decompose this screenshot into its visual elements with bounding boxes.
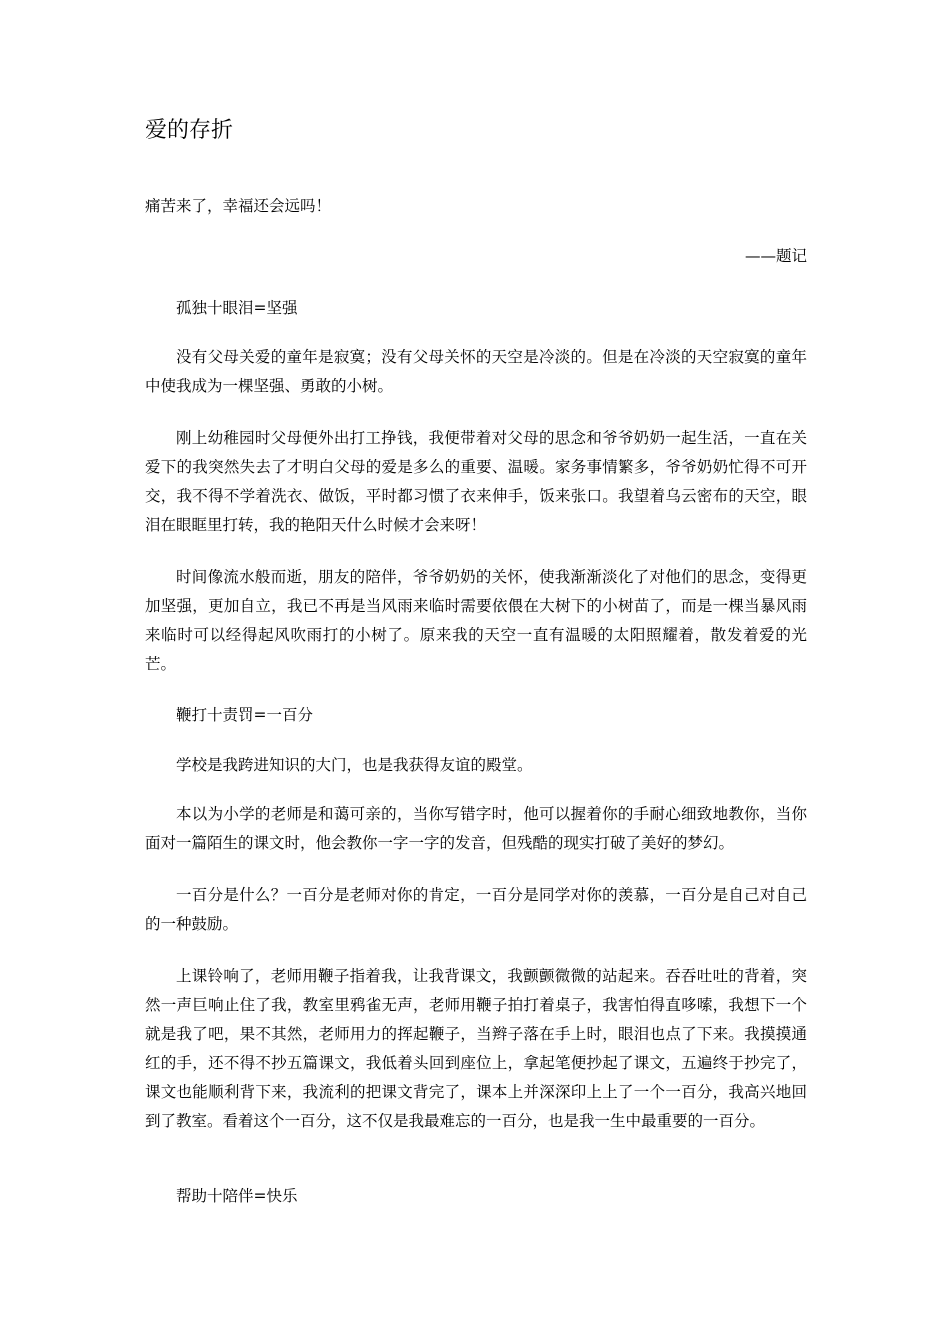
paragraph: 一百分是什么？一百分是老师对你的肯定，一百分是同学对你的羡慕，一百分是自己对自己的一种鼓励。 bbox=[145, 886, 807, 933]
paragraph: 没有父母关爱的童年是寂寞；没有父母关怀的天空是冷淡的。但是在冷淡的天空寂寞的童年中使我成为一棵坚强、勇敢的小树。 bbox=[145, 348, 807, 395]
section-heading: 鞭打十责罚=一百分 bbox=[176, 706, 313, 724]
section-heading: 孤独十眼泪=坚强 bbox=[176, 299, 298, 317]
section-heading: 帮助十陪伴=快乐 bbox=[176, 1187, 298, 1205]
epigraph-attribution: ——题记 bbox=[744, 247, 807, 265]
paragraph: 本以为小学的老师是和蔼可亲的，当你写错字时，他可以握着你的手耐心细致地教你，当你面对一篇陌生的课文时，他会教你一字一字的发音，但残酷的现实打破了美好的梦幻。 bbox=[145, 805, 807, 852]
paragraph: 学校是我跨进知识的大门，也是我获得友谊的殿堂。 bbox=[176, 756, 533, 774]
epigraph: 痛苦来了，幸福还会远吗！ bbox=[145, 197, 332, 215]
paragraph: 上课铃响了，老师用鞭子指着我，让我背课文，我颤颤微微的站起来。吞吞吐吐的背着，突然一声巨响止住了我，教室里鸦雀无声，老师用鞭子拍打着桌子，我害怕得直哆嗦，我想下一个就是我了吧，果不其然，老师用力的挥起鞭子，当辫子落在手上时，眼泪也点了下来。我摸摸通红的手，还不得不抄五篇课文，我低着头回到座位上，拿起笔便抄起了课文，五遍终于抄完了，课文也能顺利背下来，我流利的把课文背完了，课本上并深深印上上了一个一百分，我高兴地回到了教室。看着这个一百分，这不仅是我最难忘的一百分，也是我一生中最重要的一百分。 bbox=[145, 967, 807, 1130]
paragraph: 刚上幼稚园时父母便外出打工挣钱，我便带着对父母的思念和爷爷奶奶一起生活，一直在关爱下的我突然失去了才明白父母的爱是多么的重要、温暖。家务事情繁多，爷爷奶奶忙得不可开交，我不得不学着洗衣、做饭，平时都习惯了衣来伸手，饭来张口。我望着乌云密布的天空，眼泪在眼眶里打转，我的艳阳天什么时候才会来呀！ bbox=[145, 429, 807, 534]
document-title: 爱的存折 bbox=[145, 118, 234, 143]
paragraph: 时间像流水般而逝，朋友的陪伴，爷爷奶奶的关怀，使我渐渐淡化了对他们的思念，变得更加坚强，更加自立，我已不再是当风雨来临时需要依偎在大树下的小树苗了，而是一棵当暴风雨来临时可以经得起风吹雨打的小树了。原来我的天空一直有温暖的太阳照耀着，散发着爱的光芒。 bbox=[145, 568, 807, 673]
